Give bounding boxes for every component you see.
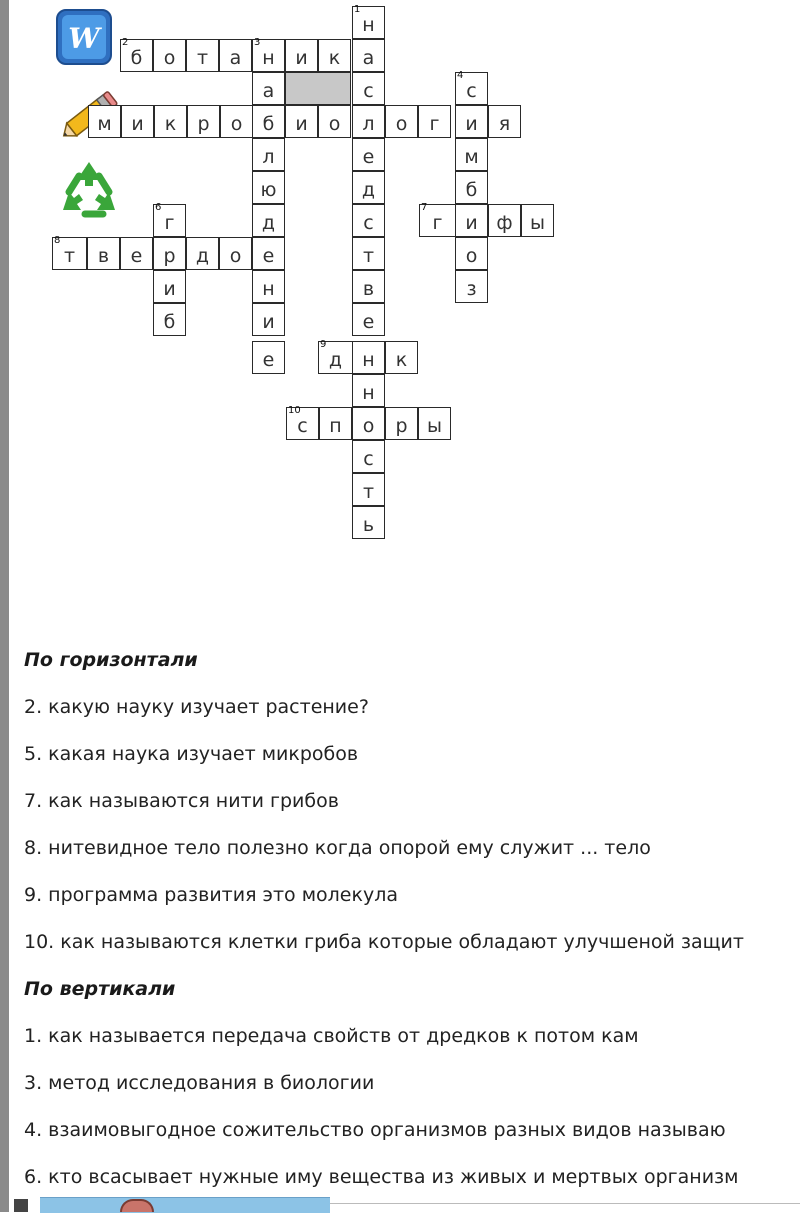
crossword-cell[interactable] [318, 39, 351, 72]
crossword-cell[interactable] [186, 237, 219, 270]
cell-letter: з [466, 277, 477, 300]
cell-letter: с [363, 79, 374, 102]
crossword-cell[interactable] [455, 105, 488, 138]
crossword-cell[interactable] [153, 39, 186, 72]
cell-letter: о [229, 244, 242, 267]
crossword-cell[interactable] [455, 270, 488, 303]
cell-letter: к [164, 112, 177, 135]
cell-letter: о [362, 414, 375, 437]
crossword-cell[interactable] [385, 105, 418, 138]
crossword-cell[interactable] [252, 105, 285, 138]
crossword-cell[interactable] [252, 303, 285, 336]
cell-letter: и [262, 310, 275, 333]
clue-number: 10 [288, 405, 301, 416]
clue-across-2: 2. какую науку изучает растение? [24, 696, 369, 718]
cell-letter: м [97, 112, 112, 135]
cell-letter: с [363, 211, 374, 234]
cell-letter: с [297, 414, 308, 437]
cell-letter: ф [496, 211, 513, 234]
cell-letter: б [262, 112, 275, 135]
cell-letter: г [164, 211, 175, 234]
clue-down-1: 1. как называется передача свойств от дредков к потом кам [24, 1025, 639, 1047]
cell-letter: ы [529, 211, 545, 234]
crossword-cell[interactable] [488, 204, 521, 237]
cell-letter: к [328, 46, 341, 69]
clue-across-5: 5. какая наука изучает микробов [24, 743, 359, 765]
cell-letter: ь [362, 513, 375, 536]
shaded-cell[interactable] [285, 72, 351, 105]
cell-letter: п [329, 414, 342, 437]
cell-letter: а [229, 46, 242, 69]
image-thumbnail[interactable] [40, 1197, 330, 1213]
clue-number: 4 [457, 70, 464, 81]
crossword-cell[interactable] [120, 39, 153, 72]
clue-across-10: 10. как называются клетки гриба которые обладают улучшеной защит [24, 931, 744, 953]
cell-letter: т [63, 244, 76, 267]
svg-text:W: W [68, 22, 100, 55]
cell-letter: с [363, 447, 374, 470]
cell-letter: р [163, 244, 176, 267]
cell-letter: л [362, 112, 375, 135]
crossword-cell[interactable] [352, 72, 385, 105]
avatar [120, 1199, 154, 1212]
cell-letter: о [163, 46, 176, 69]
crossword-cell[interactable] [352, 105, 385, 138]
crossword-cell[interactable] [252, 270, 285, 303]
crossword-cell[interactable] [219, 39, 252, 72]
crossword-cell[interactable] [455, 171, 488, 204]
crossword-cell[interactable] [352, 237, 385, 270]
crossword-cell[interactable] [385, 407, 418, 440]
crossword-cell[interactable] [120, 237, 153, 270]
crossword-grid [0, 0, 800, 560]
cell-letter: д [361, 178, 376, 201]
clue-number: 3 [254, 37, 261, 48]
clue-number: 1 [354, 4, 361, 15]
cell-letter: р [395, 414, 408, 437]
crossword-cell[interactable] [352, 39, 385, 72]
cell-letter: и [295, 112, 308, 135]
crossword-cell[interactable] [419, 204, 456, 237]
cell-letter: а [262, 79, 275, 102]
down-heading: По вертикали [24, 978, 176, 1000]
cell-letter: т [362, 480, 375, 503]
crossword-cell[interactable] [219, 237, 252, 270]
crossword-cell[interactable] [52, 237, 87, 270]
crossword-cell[interactable] [521, 204, 554, 237]
crossword-cell[interactable] [154, 105, 187, 138]
cell-letter: б [163, 310, 176, 333]
crossword-cell[interactable] [285, 39, 318, 72]
crossword-cell[interactable] [352, 341, 385, 374]
crossword-cell[interactable] [352, 270, 385, 303]
cell-letter: в [362, 277, 375, 300]
cell-letter: я [498, 112, 511, 135]
crossword-cell[interactable] [153, 303, 186, 336]
cell-letter: н [262, 46, 275, 69]
word-icon [55, 8, 113, 66]
crossword-cell[interactable] [455, 237, 488, 270]
crossword-cell[interactable] [153, 270, 186, 303]
clue-number: 6 [155, 202, 162, 213]
cell-letter: д [261, 211, 276, 234]
crossword-cell[interactable] [153, 237, 186, 270]
crossword-cell[interactable] [220, 105, 253, 138]
cell-letter: в [97, 244, 110, 267]
clue-down-4: 4. взаимовыгодное сожительство организмов разных видов называю [24, 1119, 726, 1141]
crossword-cell[interactable] [455, 72, 488, 105]
cell-letter: с [466, 79, 477, 102]
crossword-cell[interactable] [252, 72, 285, 105]
cell-letter: н [362, 13, 375, 36]
cell-letter: ы [426, 414, 442, 437]
cell-letter: е [362, 310, 375, 333]
cell-letter: а [362, 46, 375, 69]
cell-letter: д [328, 348, 343, 371]
cell-letter: д [195, 244, 210, 267]
cell-letter: е [362, 145, 375, 168]
clue-across-8: 8. нитевидное тело полезно когда опорой ему служит ... тело [24, 837, 651, 859]
cell-letter: н [362, 381, 375, 404]
cell-letter: и [465, 211, 478, 234]
clue-down-3: 3. метод исследования в биологии [24, 1072, 375, 1094]
cell-letter: ю [260, 178, 277, 201]
crossword-cell[interactable] [87, 237, 120, 270]
divider [330, 1203, 800, 1204]
cell-letter: и [163, 277, 176, 300]
crossword-cell[interactable] [286, 407, 319, 440]
crossword-cell[interactable] [252, 171, 285, 204]
crossword-cell[interactable] [352, 303, 385, 336]
clue-number: 2 [122, 37, 129, 48]
crossword-cell[interactable] [252, 237, 285, 270]
cell-letter: е [262, 244, 275, 267]
crossword-cell[interactable] [352, 506, 385, 539]
crossword-cell[interactable] [385, 341, 418, 374]
clue-across-7: 7. как называются нити грибов [24, 790, 339, 812]
crossword-cell[interactable] [418, 407, 451, 440]
crossword-cell[interactable] [352, 407, 385, 440]
crossword-cell[interactable] [352, 138, 385, 171]
cell-letter: т [196, 46, 209, 69]
cell-letter: м [464, 145, 479, 168]
cell-letter: о [328, 112, 341, 135]
cell-letter: о [465, 244, 478, 267]
crossword-cell[interactable] [352, 6, 385, 39]
across-heading: По горизонтали [24, 649, 198, 671]
clue-down-6: 6. кто всасывает нужные иму вещества из живых и мертвых организм [24, 1166, 739, 1188]
clue-number: 9 [320, 339, 327, 350]
cell-letter: о [230, 112, 243, 135]
clue-number: 8 [54, 235, 61, 246]
crossword-cell[interactable] [318, 341, 353, 374]
cell-letter: г [432, 211, 443, 234]
cell-letter: г [429, 112, 440, 135]
crossword-cell[interactable] [252, 138, 285, 171]
crossword-cell[interactable] [252, 204, 285, 237]
cell-letter: б [130, 46, 143, 69]
thumbnail-mark [14, 1199, 28, 1212]
crossword-cell[interactable] [285, 105, 318, 138]
recycle-icon [55, 158, 123, 220]
cell-letter: т [362, 244, 375, 267]
crossword-cell[interactable] [352, 374, 385, 407]
cell-letter: н [362, 348, 375, 371]
bottom-preview-strip [0, 1197, 800, 1212]
cell-letter: е [130, 244, 143, 267]
cell-letter: к [395, 348, 408, 371]
crossword-cell[interactable] [186, 39, 219, 72]
cell-letter: и [131, 112, 144, 135]
cell-letter: о [395, 112, 408, 135]
clue-number: 7 [421, 202, 428, 213]
cell-letter: е [262, 348, 275, 371]
crossword-cell[interactable] [455, 138, 488, 171]
crossword-cell[interactable] [352, 204, 385, 237]
crossword-cell[interactable] [252, 39, 285, 72]
crossword-cell[interactable] [352, 171, 385, 204]
cell-letter: р [197, 112, 210, 135]
cell-letter: н [262, 277, 275, 300]
crossword-cell[interactable] [455, 204, 488, 237]
crossword-cell[interactable] [318, 105, 351, 138]
crossword-cell[interactable] [153, 204, 186, 237]
crossword-cell[interactable] [319, 407, 352, 440]
clue-across-9: 9. программа развития это молекула [24, 884, 399, 906]
cell-letter: б [465, 178, 478, 201]
crossword-cell[interactable] [187, 105, 220, 138]
crossword-cell[interactable] [418, 105, 451, 138]
crossword-cell[interactable] [252, 341, 285, 374]
cell-letter: и [295, 46, 308, 69]
crossword-cell[interactable] [88, 105, 121, 138]
crossword-cell[interactable] [121, 105, 154, 138]
cell-letter: и [465, 112, 478, 135]
cell-letter: л [262, 145, 275, 168]
clues-section [24, 640, 800, 1204]
crossword-cell[interactable] [352, 440, 385, 473]
crossword-cell[interactable] [488, 105, 521, 138]
crossword-cell[interactable] [352, 473, 385, 506]
